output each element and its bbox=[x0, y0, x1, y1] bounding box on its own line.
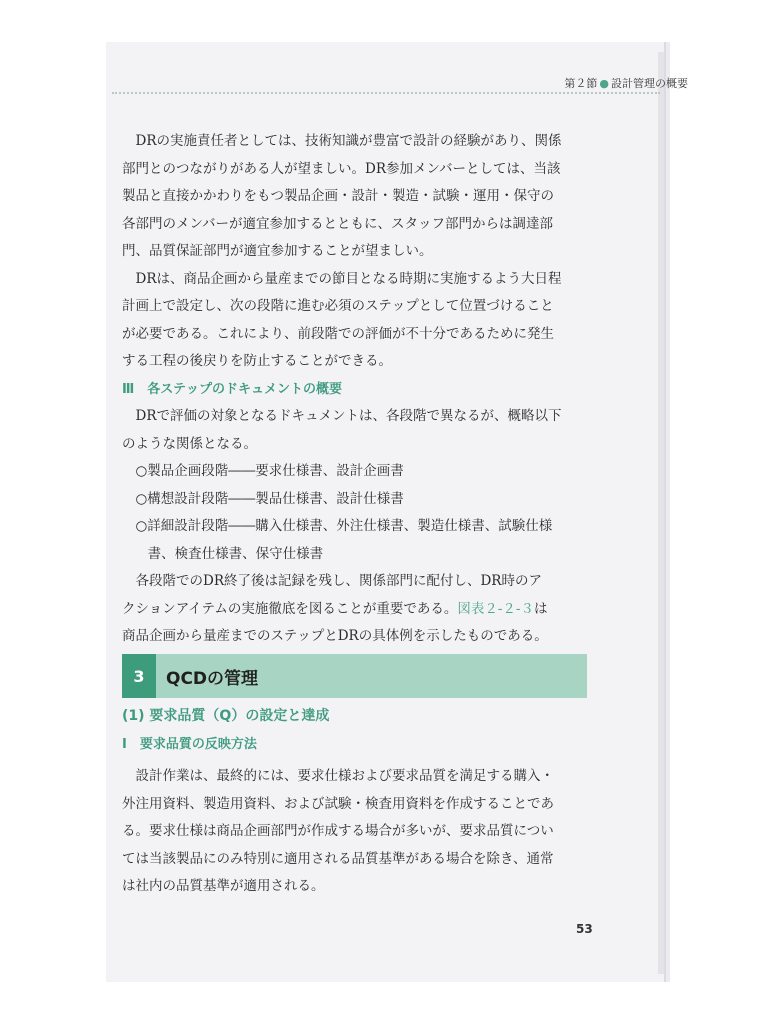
section-number: 3 bbox=[122, 654, 156, 698]
text-line: DRで評価の対象となるドキュメントは、各段階で異なるが、概略以下 bbox=[135, 408, 562, 424]
text-line: 設計作業は、最終的には、要求仕様および要求品質を満足する購入・ bbox=[135, 768, 554, 784]
page-edge bbox=[658, 52, 664, 974]
text-line: 外注用資料、製造用資料、および試験・検査用資料を作成することであ bbox=[122, 795, 554, 812]
list-item-continuation: 書、検査仕様書、保守仕様書 bbox=[147, 545, 324, 562]
header-chapter: 第２節 bbox=[564, 77, 598, 90]
list-item: ○製品企画段階――要求仕様書、設計企画書 bbox=[135, 463, 404, 479]
figure-reference-link[interactable]: 図表２-２-３ bbox=[457, 600, 534, 617]
list-item: ○詳細設計段階――購入仕様書、外注仕様書、製造仕様書、試験仕様 bbox=[135, 518, 553, 534]
header-divider bbox=[112, 92, 660, 94]
text-line: 計画上で設定し、次の段階に進む必須のステップとして位置づけること bbox=[122, 298, 554, 314]
text-line: 門、品質保証部門が適宜参加することが望ましい。 bbox=[122, 243, 433, 259]
text-span: クションアイテムの実施徹底を図ることが重要である。 bbox=[122, 600, 458, 617]
text-span: は bbox=[533, 600, 548, 617]
page-number: 53 bbox=[576, 922, 593, 936]
text-line: は社内の品質基準が適用される。 bbox=[122, 878, 325, 894]
subsection-item-title: Ⅰ 要求品質の反映方法 bbox=[122, 737, 257, 752]
list-item: ○構想設計段階――製品仕様書、設計仕様書 bbox=[135, 490, 404, 507]
text-line: 各部門のメンバーが適宜参加するとともに、スタッフ部門からは調達部 bbox=[122, 215, 554, 232]
header-dot-icon: ● bbox=[599, 77, 609, 90]
subsection-title: (1) 要求品質（Q）の設定と達成 bbox=[122, 708, 330, 724]
text-line: る。要求仕様は商品企画部門が作成する場合が多いが、要求品質につい bbox=[122, 823, 554, 839]
text-line bbox=[122, 596, 592, 624]
text-line: 部門とのつながりがある人が望ましい。DR参加メンバーとしては、当該 bbox=[122, 160, 561, 177]
text-line: のような関係となる。 bbox=[122, 435, 257, 452]
header-title: 設計管理の概要 bbox=[611, 77, 688, 90]
text-line: が必要である。これにより、前段階での評価が不十分であるために発生 bbox=[122, 325, 554, 342]
text-line: 各段階でのDR終了後は記録を残し、関係部門に配付し、DR時のア bbox=[135, 573, 542, 589]
running-header bbox=[564, 75, 688, 91]
text-line: 商品企画から量産までのステップとDRの具体例を示したものである。 bbox=[122, 628, 548, 644]
text-line: DRの実施責任者としては、技術知識が豊富で設計の経験があり、関係 bbox=[135, 133, 562, 149]
quality-paragraph bbox=[122, 763, 592, 901]
heading-documents-overview: Ⅲ 各ステップのドキュメントの概要 bbox=[122, 381, 343, 397]
text-line: ては当該製品にのみ特別に適用される品質基準がある場合を除き、通常 bbox=[122, 850, 554, 867]
text-line: 製品と直接かかわりをもつ製品企画・設計・製造・試験・運用・保守の bbox=[122, 188, 554, 204]
section-heading-bar bbox=[122, 654, 587, 698]
section-title: QCDの管理 bbox=[166, 668, 259, 689]
intro-paragraphs bbox=[122, 128, 592, 651]
text-line: DRは、商品企画から量産までの節目となる時期に実施するよう大日程 bbox=[135, 270, 562, 287]
text-line: する工程の後戻りを防止することができる。 bbox=[122, 353, 392, 369]
